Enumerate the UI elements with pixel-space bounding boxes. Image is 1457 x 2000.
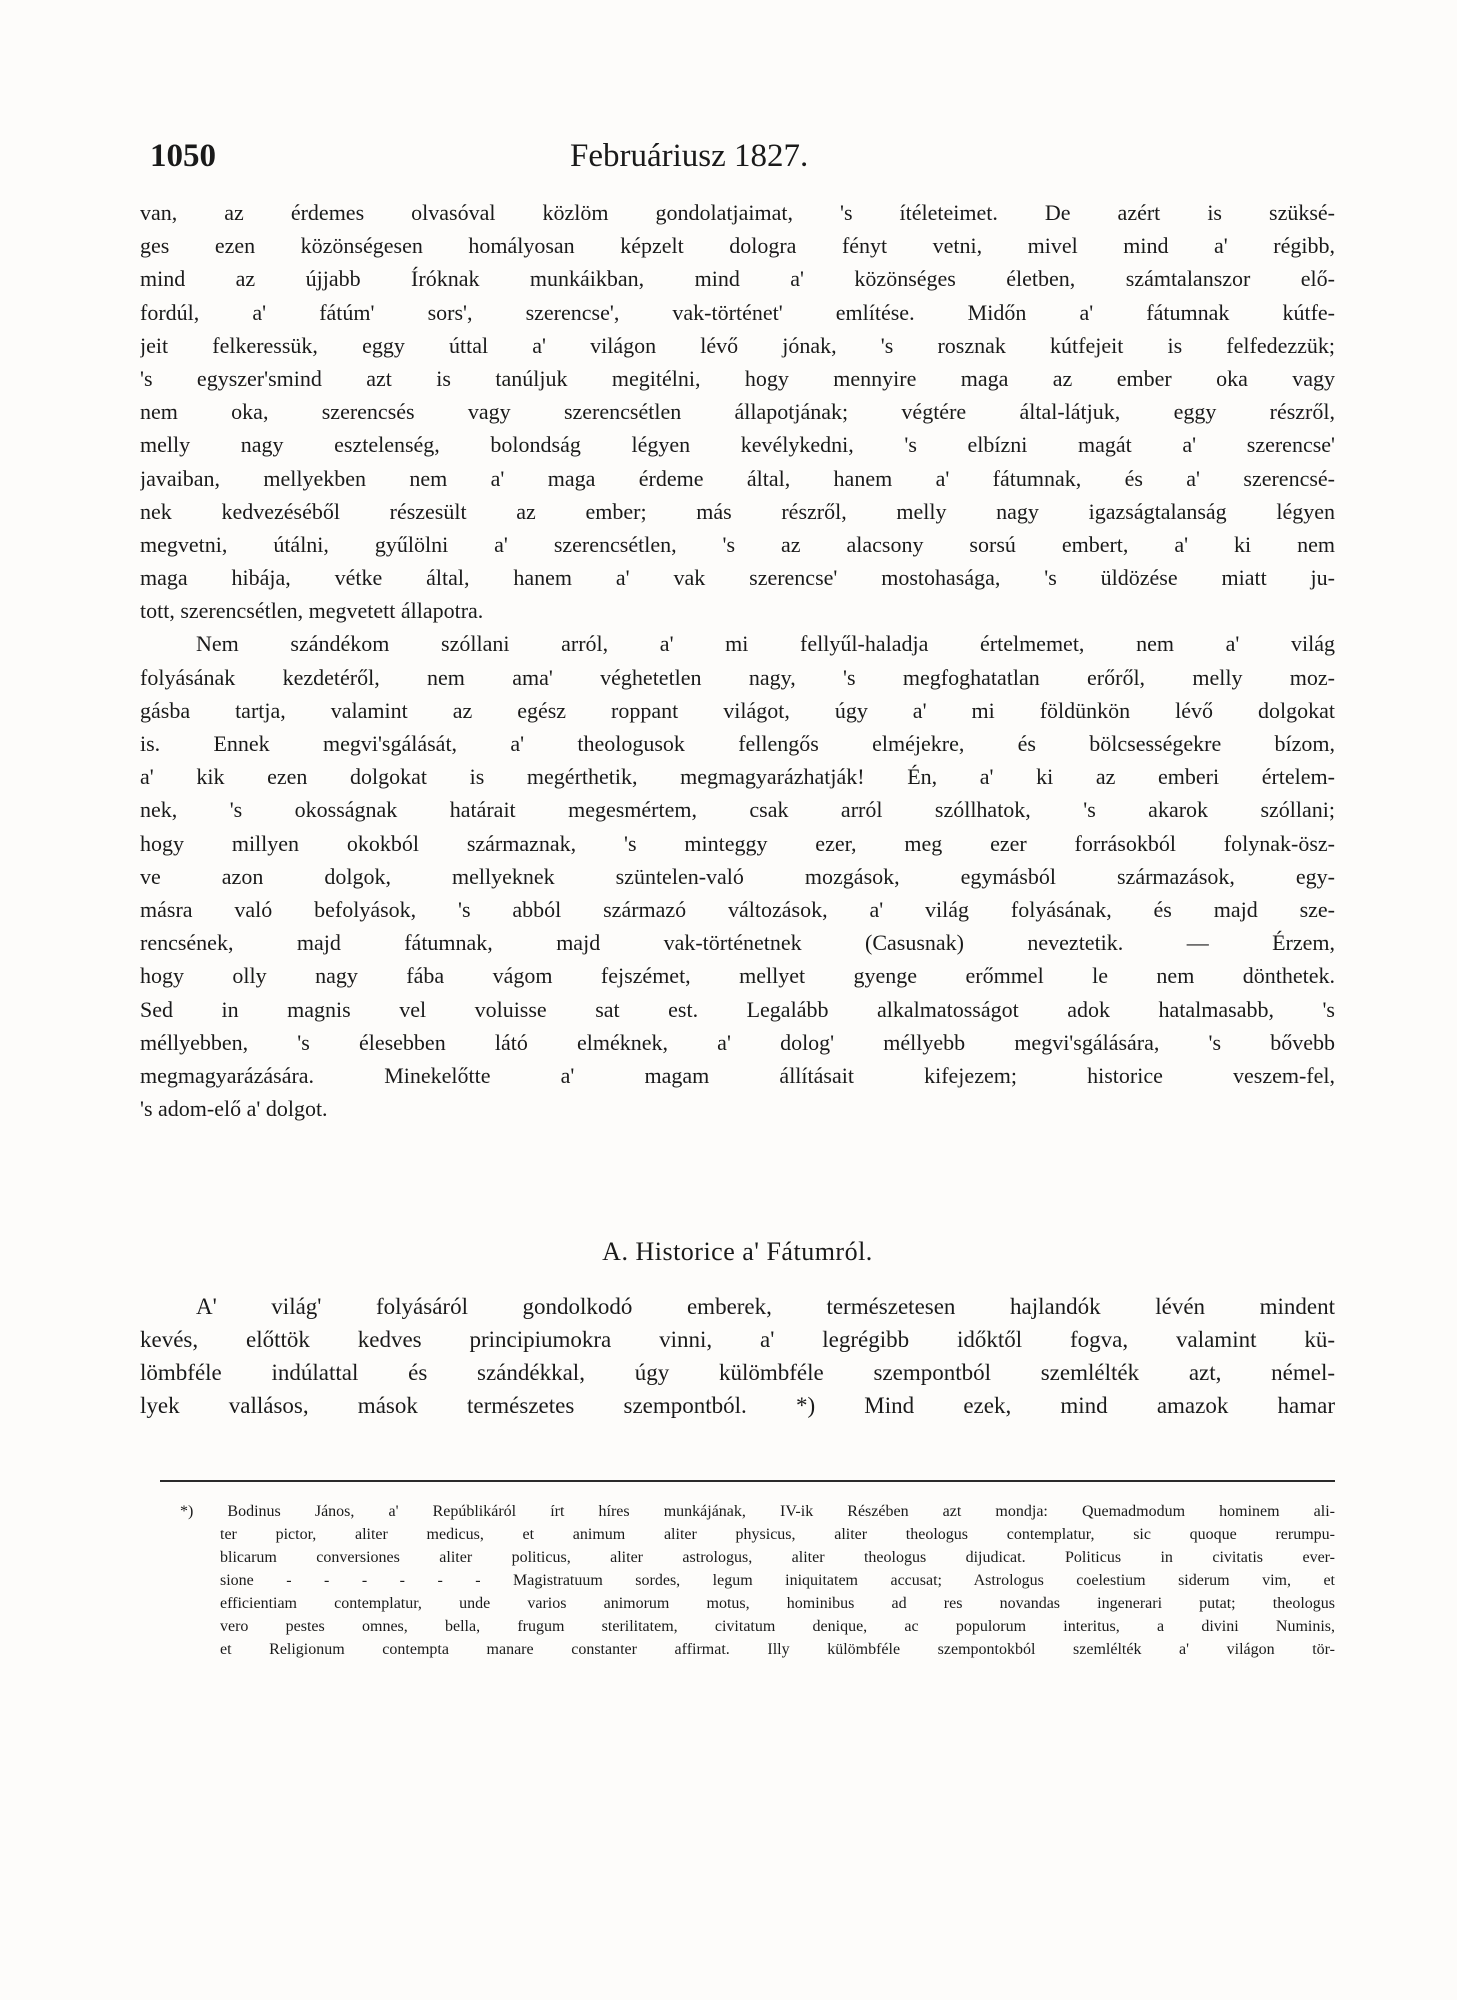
section-body [140,1290,1335,1422]
body-line: megmagyarázására. Minekelőtte a' magam állításait kifejezem; historice veszem-fel, [140,1062,1335,1088]
body-line: méllyebben, 's élesebben látó elméknek, a' dolog' méllyebb megvi'sgálására, 's bővebb [140,1029,1335,1055]
body-line: gásba tartja, valamint az egész roppant világot, úgy a' mi földünkön lévő dolgokat [140,697,1335,723]
body-line: nem oka, szerencsés vagy szerencsétlen állapotjának; végtére által-látjuk, eggy részről, [140,399,1335,425]
footnote-line: efficientiam contemplatur, unde varios animorum motus, hominibus ad res novandas ingenerari putat; theologus [220,1595,1335,1612]
body-line: 's egyszer'smind azt is tanúljuk megitélni, hogy mennyire maga az ember oka vagy [140,365,1335,391]
body-line: van, az érdemes olvasóval közlöm gondolatjaimat, 's ítéleteimet. De azért is szüksé- [140,200,1335,225]
body-line: javaiban, mellyekben nem a' maga érdeme által, hanem a' fátumnak, és a' szerencsé- [140,465,1335,491]
body-line: folyásának kezdetéről, nem ama' véghetetlen nagy, 's megfoghatatlan erőről, melly moz- [140,664,1335,690]
footnote-line: ter pictor, aliter medicus, et animum aliter physicus, aliter theologus contemplatur, sic quoque rerumpu- [220,1526,1335,1543]
body-line: is. Ennek megvi'sgálását, a' theologusok fellengős elméjekre, és bölcsességekre bízom, [140,731,1335,756]
section-line: lyek vallásos, mások természetes szempontból. *) Mind ezek, mind amazok hamar [140,1393,1335,1418]
section-line: A' világ' folyásáról gondolkodó emberek, természetesen hajlandók lévén mindent [196,1294,1335,1319]
body-line: Nem szándékom szóllani arról, a' mi fellyűl-haladja értelmemet, nem a' világ [196,631,1335,657]
footnote-line: vero pestes omnes, bella, frugum sterilitatem, civitatum denique, ac populorum interitus, a divini Numinis, [220,1618,1335,1635]
body-line: ve azon dolgok, mellyeknek szüntelen-való mozgások, egymásból származások, egy- [140,863,1335,889]
page-number: 1050 [150,138,216,174]
body-line: megvetni, útálni, gyűlölni a' szerencsétlen, 's az alacsony sorsú embert, a' ki nem [140,531,1335,557]
body-line: rencsének, majd fátumnak, majd vak-történetnek (Casusnak) neveztetik. — Érzem, [140,930,1335,956]
body-line: Sed in magnis vel voluisse sat est. Legalább alkalmatosságot adok hatalmasabb, 's [140,996,1335,1022]
body-line: hogy olly nagy fába vágom fejszémet, mellyet gyenge erőmmel le nem dönthetek. [140,963,1335,989]
page-header [150,138,1340,188]
section-heading: A. Historice a' Fátumról. [602,1237,873,1266]
footnote-line: *) Bodinus János, a' Repúblikáról írt híres munkájának, IV-ik Részében azt mondja: Quemadmodum hominem ali- [180,1503,1335,1520]
body-line: jeit felkeressük, eggy úttal a' világon lévő jónak, 's rosznak kútfejeit is felfedezzük; [140,332,1335,358]
section-line: kevés, előttök kedves principiumokra vinni, a' legrégibb időktől fogva, valamint kü- [140,1327,1335,1352]
body-line: másra való befolyások, 's abból származó változások, a' világ folyásának, és majd sze- [140,896,1335,922]
body-line: melly nagy esztelenség, bolondság légyen kevélykedni, 's elbízni magát a' szerencse' [140,432,1335,458]
section-line: lömbféle indúlattal és szándékkal, úgy külömbféle szempontból szemlélték azt, némel- [140,1360,1335,1385]
footnotes [180,1500,1335,1661]
footnote-divider [160,1480,1335,1482]
body-line: 's adom-elő a' dolgot. [140,1096,328,1122]
body-text [140,196,1335,1125]
footnote-line: blicarum conversiones aliter politicus, aliter astrologus, aliter theologus dijudicat. Politicus in civitatis ever- [220,1549,1335,1566]
body-line: tott, szerencsétlen, megvetett állapotra. [140,598,484,624]
body-line: maga hibája, vétke által, hanem a' vak szerencse' mostohasága, 's üldözése miatt ju- [140,565,1335,591]
body-line: fordúl, a' fátúm' sors', szerencse', vak-történet' említése. Midőn a' fátumnak kútfe- [140,299,1335,325]
body-line: hogy millyen okokból származnak, 's minteggy ezer, meg ezer forrásokból folynak-ösz- [140,830,1335,856]
footnote-line: et Religionum contempta manare constanter affirmat. Illy külömbféle szempontokból szemlélték a' világon tör- [220,1641,1335,1658]
body-line: nek, 's okosságnak határait megesmértem, csak arról szóllhatok, 's akarok szóllani; [140,797,1335,823]
body-line: ges ezen közönségesen homályosan képzelt dologra fényt vetni, mivel mind a' régibb, [140,233,1335,259]
body-line: a' kik ezen dolgokat is megérthetik, megmagyarázhatják! Én, a' ki az emberi értelem- [140,764,1335,790]
body-line: nek kedvezéséből részesült az ember; más részről, melly nagy igazságtalanság légyen [140,498,1335,524]
body-line: mind az újjabb Íróknak munkáikban, mind a' közönséges életben, számtalanszor elő- [140,266,1335,292]
footnote-line: sione - - - - - - Magistratuum sordes, legum iniquitatem accusat; Astrologus coelestium siderum vim, et [220,1572,1335,1589]
running-title: Februáriusz 1827. [570,138,809,174]
